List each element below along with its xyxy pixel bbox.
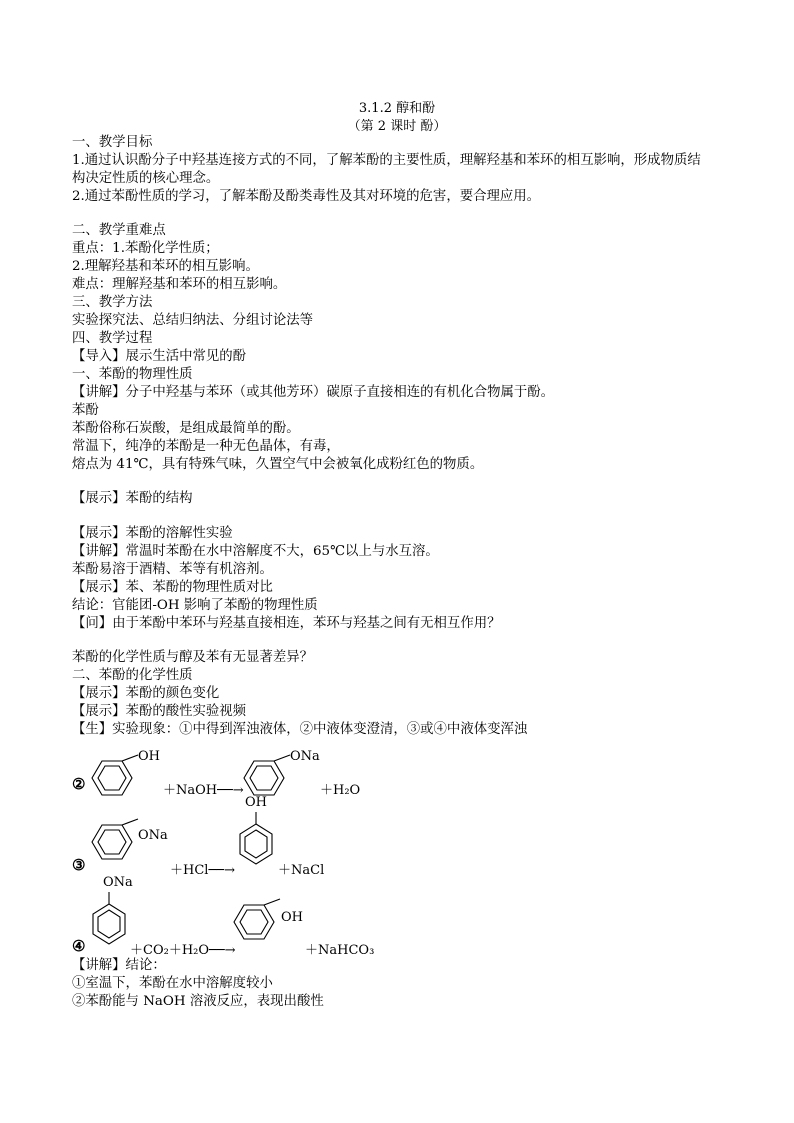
- lesson-title: 3.1.2 醇和酚: [358, 101, 436, 116]
- text-line: ①室温下，苯酚在水中溶解度较小: [72, 976, 273, 991]
- text-line: 2.理解羟基和苯环的相互影响。: [72, 259, 259, 274]
- text-line: 【讲解】常温时苯酚在水中溶解度不大，65℃以上与水互溶。: [72, 544, 439, 559]
- reagent-text: ＋CO₂＋H₂O──→: [130, 943, 236, 958]
- text-line: 【导入】展示生活中常见的酚: [72, 349, 247, 364]
- text-line: 结论：官能团-OH 影响了苯酚的物理性质: [72, 598, 318, 613]
- section-heading: 一、苯酚的物理性质: [72, 367, 193, 382]
- text-line: 【展示】苯酚的颜色变化: [72, 686, 220, 701]
- equation-marker: ③: [72, 856, 86, 874]
- text-line: 2.通过苯酚性质的学习，了解苯酚及酚类毒性及其对环境的危害，要合理应用。: [72, 189, 541, 204]
- section-heading: 四、教学过程: [72, 331, 153, 346]
- byproduct-text: ＋NaHCO₃: [305, 943, 375, 958]
- phenoxide-group-label: ONa: [103, 875, 133, 890]
- text-line: 熔点为 41℃，具有特殊气味，久置空气中会被氧化成粉红色的物质。: [72, 457, 484, 472]
- text-line: 构决定性质的核心理念。: [72, 171, 220, 186]
- reagent-text: ＋NaOH──→: [163, 783, 244, 798]
- text-line: 苯酚的化学性质与醇及苯有无显著差异？: [72, 650, 314, 665]
- text-line: 常温下，纯净的苯酚是一种无色晶体，有毒，: [72, 439, 340, 454]
- lesson-subtitle: （第 2 课时 酚）: [347, 119, 447, 134]
- text-line: 难点：理解羟基和苯环的相互影响。: [72, 277, 287, 292]
- text-line: 【生】实验现象：①中得到浑浊液体，②中液体变澄清，③或④中液体变浑浊: [72, 722, 528, 737]
- hydroxyl-group-label: OH: [281, 910, 303, 925]
- text-line: 重点：1.苯酚化学性质；: [72, 241, 219, 256]
- text-line: ②苯酚能与 NaOH 溶液反应，表现出酸性: [72, 994, 324, 1009]
- text-line: 【展示】苯酚的溶解性实验: [72, 526, 233, 541]
- phenoxide-group-label: ONa: [290, 749, 320, 764]
- section-heading: 一、教学目标: [72, 135, 153, 150]
- section-heading: 二、苯酚的化学性质: [72, 668, 193, 683]
- benzene-ring-icon: [236, 810, 276, 874]
- text-line: 【问】由于苯酚中苯环与羟基直接相连，苯环与羟基之间有无相互作用？: [72, 616, 501, 631]
- text-line: 【讲解】分子中羟基与苯环（或其他芳环）碳原子直接相连的有机化合物属于酚。: [72, 385, 555, 400]
- text-line: 【展示】苯、苯酚的物理性质对比: [72, 580, 273, 595]
- text-line: 【展示】苯酚的结构: [72, 491, 193, 506]
- reagent-text: ＋HCl──→: [170, 863, 235, 878]
- text-line: 苯酚易溶于酒精、苯等有机溶剂。: [72, 562, 273, 577]
- text-line: 苯酚: [72, 403, 99, 418]
- text-line: 【展示】苯酚的酸性实验视频: [72, 704, 247, 719]
- text-line: 实验探究法、总结归纳法、分组讨论法等: [72, 313, 314, 328]
- text-line: 苯酚俗称石炭酸，是组成最简单的酚。: [72, 421, 300, 436]
- hydroxyl-group-label: OH: [245, 795, 267, 810]
- section-heading: 二、教学重难点: [72, 223, 166, 238]
- hydroxyl-group-label: OH: [138, 749, 160, 764]
- phenoxide-group-label: ONa: [138, 828, 168, 843]
- section-heading: 三、教学方法: [72, 295, 153, 310]
- text-line: 1.通过认识酚分子中羟基连接方式的不同，了解苯酚的主要性质，理解羟基和苯环的相互影响，形成物质结: [72, 153, 701, 168]
- benzene-ring-icon: [89, 890, 129, 954]
- byproduct-text: ＋H₂O: [320, 783, 361, 798]
- equation-marker: ②: [72, 775, 86, 793]
- text-line: 【讲解】结论：: [72, 958, 166, 973]
- equation-marker: ④: [72, 937, 86, 955]
- byproduct-text: ＋NaCl: [278, 863, 325, 878]
